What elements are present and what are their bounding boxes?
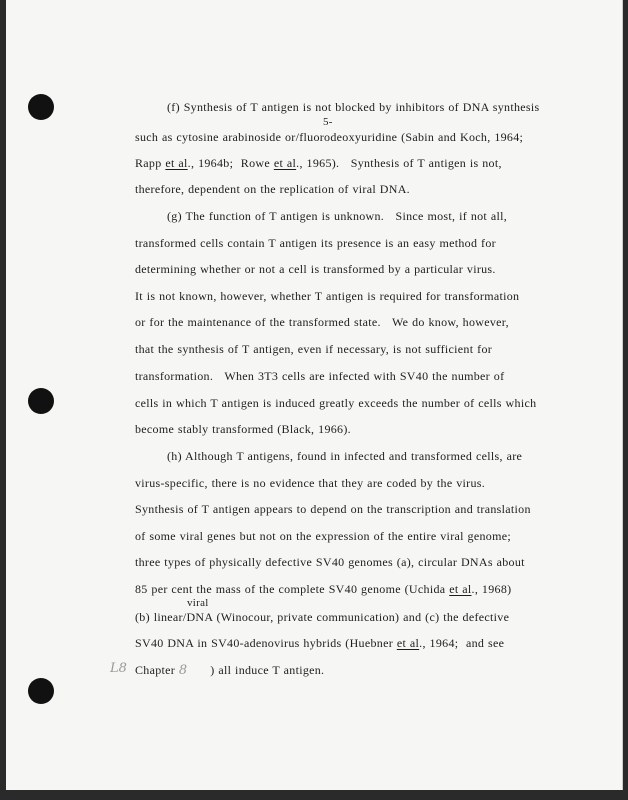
text-segment: that the synthesis of T antigen, even if necessary, is not sufficient for [135, 342, 493, 356]
text-segment: or for the maintenance of the transformed state. We do know, however, [135, 315, 509, 329]
text-segment: transformed cells contain T antigen its presence is an easy method for [135, 236, 496, 250]
text-segment: such as cytosine arabinoside or/fluorodeoxyuridine (Sabin and Koch, 1964; [135, 130, 524, 144]
text-line [135, 343, 492, 356]
punch-hole [28, 94, 54, 120]
chapter-handwritten: 8 [178, 663, 188, 678]
text-line [135, 530, 511, 543]
text-line [135, 611, 509, 624]
text-line [135, 131, 523, 144]
text-line [167, 101, 539, 114]
text-line [135, 157, 502, 170]
insertion-above: viral [187, 597, 209, 609]
text-line [135, 263, 496, 276]
text-segment: ., 1964; and see [419, 636, 505, 650]
document-page [6, 0, 623, 790]
text-line [167, 210, 507, 223]
text-segment: ., 1965). Synthesis of T antigen is not, [296, 156, 502, 170]
text-line [135, 664, 324, 678]
text-line [135, 556, 525, 569]
text-segment: ., 1964b; Rowe [187, 156, 274, 170]
text-segment: cells in which T antigen is induced greatly exceeds the number of cells which [135, 396, 537, 410]
margin-note: L8 [110, 661, 127, 676]
text-line [167, 450, 522, 463]
underlined-citation: et al [449, 582, 472, 596]
text-line [135, 183, 410, 196]
text-segment: become stably transformed (Black, 1966). [135, 422, 351, 436]
text-segment: Chapter [135, 663, 179, 677]
underlined-citation: et al [396, 636, 420, 650]
text-segment: Synthesis of T antigen appears to depend on the transcription and translation [135, 502, 531, 516]
text-segment: three types of physically defective SV40 genomes (a), circular DNAs about [135, 555, 525, 569]
text-line [135, 237, 496, 250]
text-segment: virus-specific, there is no evidence that they are coded by the virus. [135, 476, 486, 490]
text-line [135, 423, 351, 436]
text-segment: therefore, dependent on the replication of viral DNA. [135, 182, 410, 196]
text-segment: of some viral genes but not on the expression of the entire viral genome; [135, 529, 511, 543]
text-segment: (g) The function of T antigen is unknown. Since most, if not all, [167, 209, 508, 223]
text-line [135, 503, 531, 516]
text-segment: (b) linear/DNA (Winocour, private communication) and (c) the defective [135, 610, 510, 624]
text-segment: It is not known, however, whether T antigen is required for transformation [135, 289, 520, 303]
text-segment: transformation. When 3T3 cells are infected with SV40 the number of [135, 369, 505, 383]
text-line [135, 397, 536, 410]
text-line [135, 370, 504, 383]
text-segment: ., 1968) [471, 582, 512, 596]
text-segment: (f) Synthesis of T antigen is not blocked by inhibitors of DNA synthesis [167, 100, 540, 114]
text-segment: determining whether or not a cell is transformed by a particular virus. [135, 262, 496, 276]
text-line [135, 316, 509, 329]
text-line [135, 583, 511, 596]
text-line [135, 637, 504, 650]
text-segment: Rapp [135, 156, 166, 170]
text-segment: SV40 DNA in SV40-adenovirus hybrids (Huebner [135, 636, 397, 650]
punch-hole [28, 388, 54, 414]
underlined-citation: et al [273, 156, 297, 170]
punch-hole [28, 678, 54, 704]
text-segment: 85 per cent the mass of the complete SV40 genome (Uchida [135, 582, 450, 596]
page-number: 5- [323, 116, 333, 128]
text-line [135, 477, 485, 490]
underlined-citation: et al [165, 156, 188, 170]
text-line [135, 290, 519, 303]
text-segment: (h) Although T antigens, found in infected and transformed cells, are [167, 449, 523, 463]
text-segment: ) all induce T antigen. [187, 663, 325, 677]
